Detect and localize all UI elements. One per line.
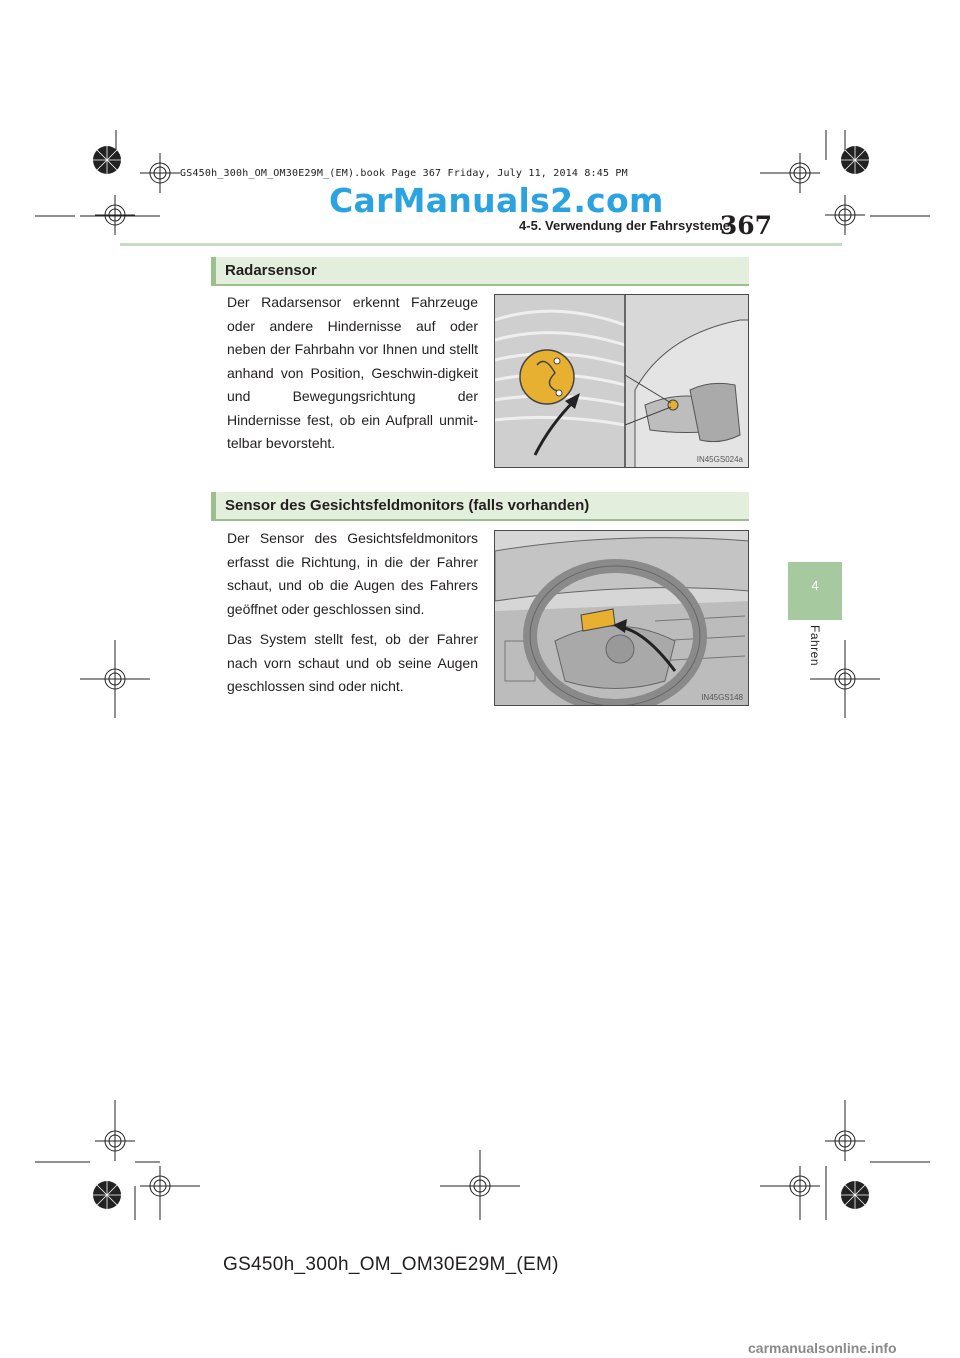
heading-text: Sensor des Gesichtsfeldmonitors (falls vorhanden) [225,497,590,514]
figure-driver-monitor [494,530,749,706]
crosshair-icon [825,195,865,235]
figure-id: IN45GS148 [701,693,743,702]
heading-text: Radarsensor [225,262,317,279]
chapter-label: Fahren [808,625,822,667]
figure-id: IN45GS024a [696,455,743,464]
crosshair-icon [440,1150,520,1220]
section-title: 4-5. Verwendung der Fahrsysteme [519,218,730,233]
radar-sensor-icon [520,350,574,404]
heading-radarsensor [211,257,749,286]
steering-wheel-illustration [495,531,749,706]
crosshair-icon [95,1100,135,1161]
crosshair-icon [760,1166,820,1220]
crosshair-icon [95,195,135,235]
crosshair-icon [80,640,150,718]
page-number: 367 [719,211,772,240]
radar-illustration [495,295,749,468]
crosshair-icon [140,153,180,193]
paragraph: Der Sensor des Gesichtsfeldmonitors erfasst die Richtung, in die der Fahrer schaut, und ob die Augen des Fahrers geöffnet oder geschlossen sind. [227,530,478,617]
paragraph: Das System stellt fest, ob der Fahrer nach vorn schaut und ob seine Augen geschlossen sind oder nicht. [227,631,478,694]
crosshair-icon [825,1100,865,1161]
heading-gesichtsfeldmonitor [211,492,749,521]
figure-radar-sensor [494,294,749,468]
footer-model-code: GS450h_300h_OM_OM30E29M_(EM) [223,1254,559,1275]
footer-site-link[interactable]: carmanualsonline.info [748,1340,897,1356]
chapter-number: 4 [811,578,819,593]
header-rule [120,243,842,246]
watermark-link[interactable]: CarManuals2.com [329,181,664,220]
book-print-info: GS450h_300h_OM_OM30E29M_(EM).book Page 367 Friday, July 11, 2014 8:45 PM [180,168,628,179]
paragraph: Der Radarsensor erkennt Fahrzeuge oder andere Hindernisse auf oder neben der Fahrbahn vor Ihnen und stellt anhand von Position, Geschwin-digkeit und Bewegungsrichtung der Hindernisse fest, ob ein Aufprall unmit-telbar bevorsteht. [227,294,478,451]
crosshair-icon [140,1166,200,1220]
crosshair-icon [780,153,820,193]
